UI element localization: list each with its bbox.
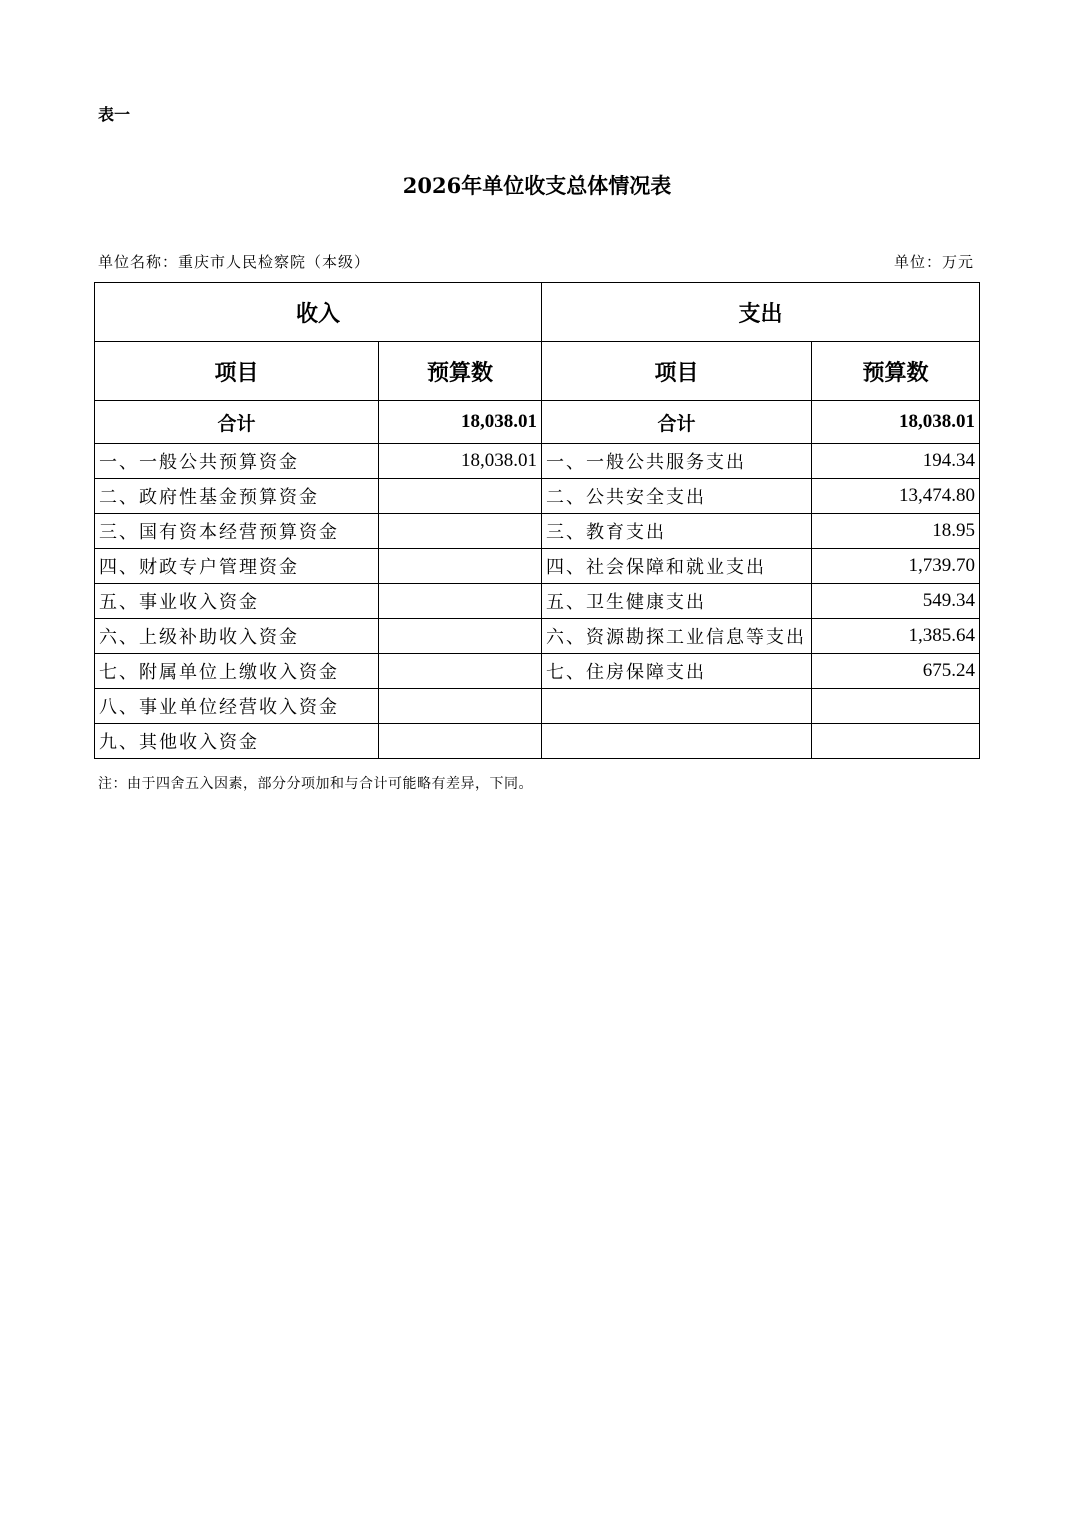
header-row-section [95, 283, 980, 342]
income-item: 二、政府性基金预算资金 [95, 479, 379, 514]
income-value: 18,038.01 [379, 444, 542, 479]
budget-table [94, 282, 980, 759]
income-value [379, 654, 542, 689]
expense-value [812, 724, 980, 759]
table-row [95, 619, 980, 654]
income-item: 三、国有资本经营预算资金 [95, 514, 379, 549]
income-item: 八、事业单位经营收入资金 [95, 689, 379, 724]
table-row [95, 584, 980, 619]
expense-item [542, 724, 812, 759]
expense-item [542, 689, 812, 724]
table-row [95, 724, 980, 759]
income-value [379, 689, 542, 724]
expense-item: 五、卫生健康支出 [542, 584, 812, 619]
table-row [95, 689, 980, 724]
expense-value: 18.95 [812, 514, 980, 549]
footnote: 注：由于四舍五入因素，部分分项加和与合计可能略有差异，下同。 [98, 776, 533, 792]
page-title: 2026年单位收支总体情况表 [402, 173, 672, 198]
income-total-label: 合计 [95, 401, 379, 444]
expense-item: 六、资源勘探工业信息等支出 [542, 619, 812, 654]
table-number: 表一 [98, 105, 131, 124]
income-value [379, 479, 542, 514]
table-row [95, 514, 980, 549]
income-item: 七、附属单位上缴收入资金 [95, 654, 379, 689]
expense-total-label: 合计 [542, 401, 812, 444]
total-row [95, 401, 980, 444]
expense-item: 三、教育支出 [542, 514, 812, 549]
table-row [95, 549, 980, 584]
income-item: 五、事业收入资金 [95, 584, 379, 619]
table-row [95, 654, 980, 689]
header-row-columns [95, 342, 980, 401]
income-item: 一、一般公共预算资金 [95, 444, 379, 479]
expense-value: 675.24 [812, 654, 980, 689]
income-header: 收入 [95, 283, 542, 342]
expense-value: 1,739.70 [812, 549, 980, 584]
income-item-header: 项目 [95, 342, 379, 401]
expense-item: 七、住房保障支出 [542, 654, 812, 689]
income-value [379, 514, 542, 549]
expense-budget-header: 预算数 [812, 342, 980, 401]
income-budget-header: 预算数 [379, 342, 542, 401]
income-value [379, 619, 542, 654]
unit-label: 单位：万元 [893, 253, 974, 271]
income-value [379, 724, 542, 759]
income-item: 九、其他收入资金 [95, 724, 379, 759]
expense-value [812, 689, 980, 724]
income-item: 六、上级补助收入资金 [95, 619, 379, 654]
expense-value: 549.34 [812, 584, 980, 619]
expense-item: 二、公共安全支出 [542, 479, 812, 514]
income-item: 四、财政专户管理资金 [95, 549, 379, 584]
expense-item-header: 项目 [542, 342, 812, 401]
income-value [379, 584, 542, 619]
expense-item: 一、一般公共服务支出 [542, 444, 812, 479]
expense-value: 1,385.64 [812, 619, 980, 654]
expense-total-value: 18,038.01 [812, 401, 980, 444]
table-row [95, 479, 980, 514]
income-value [379, 549, 542, 584]
expense-value: 194.34 [812, 444, 980, 479]
income-total-value: 18,038.01 [379, 401, 542, 444]
expense-header: 支出 [542, 283, 980, 342]
table-row [95, 444, 980, 479]
expense-item: 四、社会保障和就业支出 [542, 549, 812, 584]
unit-name: 单位名称：重庆市人民检察院（本级） [98, 253, 371, 271]
expense-value: 13,474.80 [812, 479, 980, 514]
